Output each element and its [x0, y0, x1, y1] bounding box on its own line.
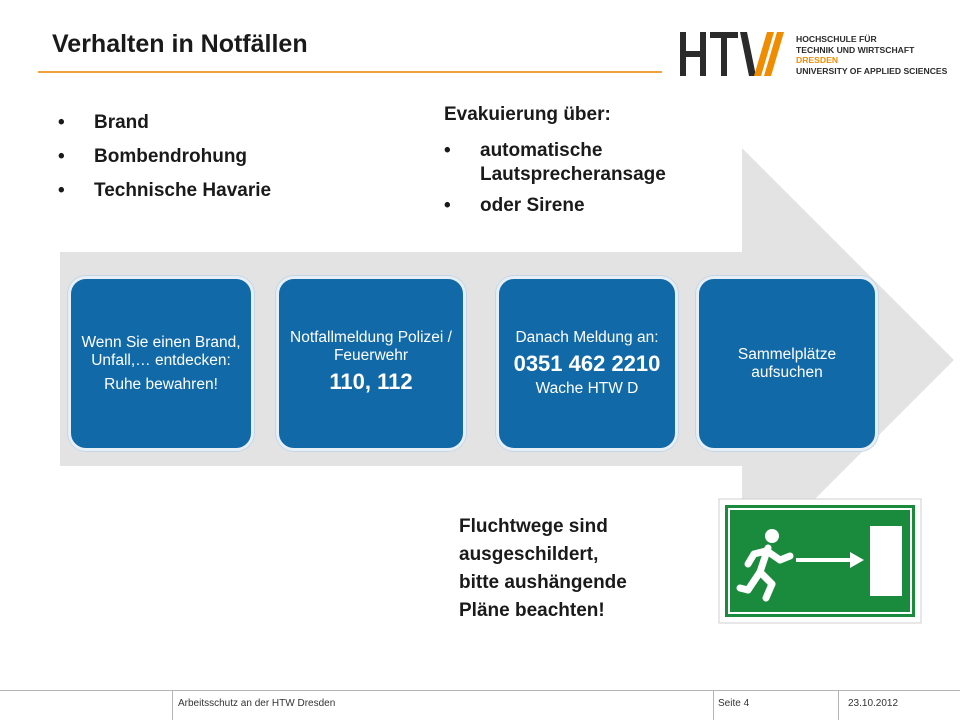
- note-line: Pläne beachten!: [459, 600, 605, 621]
- logo-line-4: UNIVERSITY OF APPLIED SCIENCES: [796, 65, 948, 76]
- footer-source: Arbeitsschutz an der HTW Dresden: [178, 698, 336, 709]
- footer-separator: [172, 690, 173, 720]
- evacuation-heading: Evakuierung über:: [444, 104, 611, 125]
- logo-line-2: TECHNIK UND WIRTSCHAFT: [796, 44, 915, 55]
- step-box-discover: [68, 276, 254, 451]
- step-text: Wache HTW D: [535, 380, 639, 397]
- step-box-assembly-point: [696, 276, 878, 451]
- step-box-emergency-call: [276, 276, 466, 451]
- bullet: •: [444, 140, 451, 161]
- list-item: [444, 194, 720, 218]
- note-line: bitte aushängende: [459, 572, 627, 593]
- list-item: [58, 180, 271, 214]
- list-item-text: Bombendrohung: [94, 146, 248, 167]
- bullet: •: [58, 146, 65, 167]
- step-text: Notfallmeldung Polizei / Feuerwehr: [290, 329, 452, 364]
- list-item-text: automatische Lautsprecheransage: [480, 140, 666, 185]
- list-item: [58, 112, 271, 146]
- emergency-exit-icon: [718, 498, 922, 624]
- step-text: Wenn Sie einen Brand, Unfall,… entdecken:: [81, 333, 241, 369]
- footer-date: 23.10.2012: [848, 698, 899, 709]
- footer-separator: [713, 690, 714, 720]
- guard-phone-number: 0351 462 2210: [513, 351, 661, 376]
- logo-line-3: DRESDEN: [796, 55, 839, 65]
- emergency-numbers: 110, 112: [329, 369, 413, 394]
- note-line: ausgeschildert,: [459, 544, 599, 565]
- emergency-list: [58, 112, 271, 214]
- footer-separator: [838, 690, 839, 720]
- step-text: Ruhe bewahren!: [104, 375, 218, 393]
- step-text: Sammelplätze aufsuchen: [737, 345, 837, 381]
- page-title: Verhalten in Notfällen: [52, 30, 308, 58]
- bullet: •: [58, 112, 65, 133]
- list-item: [444, 139, 720, 187]
- footer-page-number: Seite 4: [718, 698, 750, 709]
- bullet: •: [58, 180, 65, 201]
- evacuation-list: [444, 139, 720, 225]
- list-item: [58, 146, 271, 180]
- escape-route-note: [459, 513, 627, 625]
- list-item-text: oder Sirene: [480, 195, 585, 216]
- logo-line-1: HOCHSCHULE FÜR: [796, 34, 877, 44]
- list-item-text: Brand: [94, 112, 149, 133]
- note-line: Fluchtwege sind: [459, 516, 608, 537]
- step-text: Danach Meldung an:: [515, 329, 659, 346]
- footer-divider: [0, 690, 960, 691]
- list-item-text: Technische Havarie: [94, 180, 272, 201]
- bullet: •: [444, 195, 451, 216]
- step-box-report-guard: [496, 276, 678, 451]
